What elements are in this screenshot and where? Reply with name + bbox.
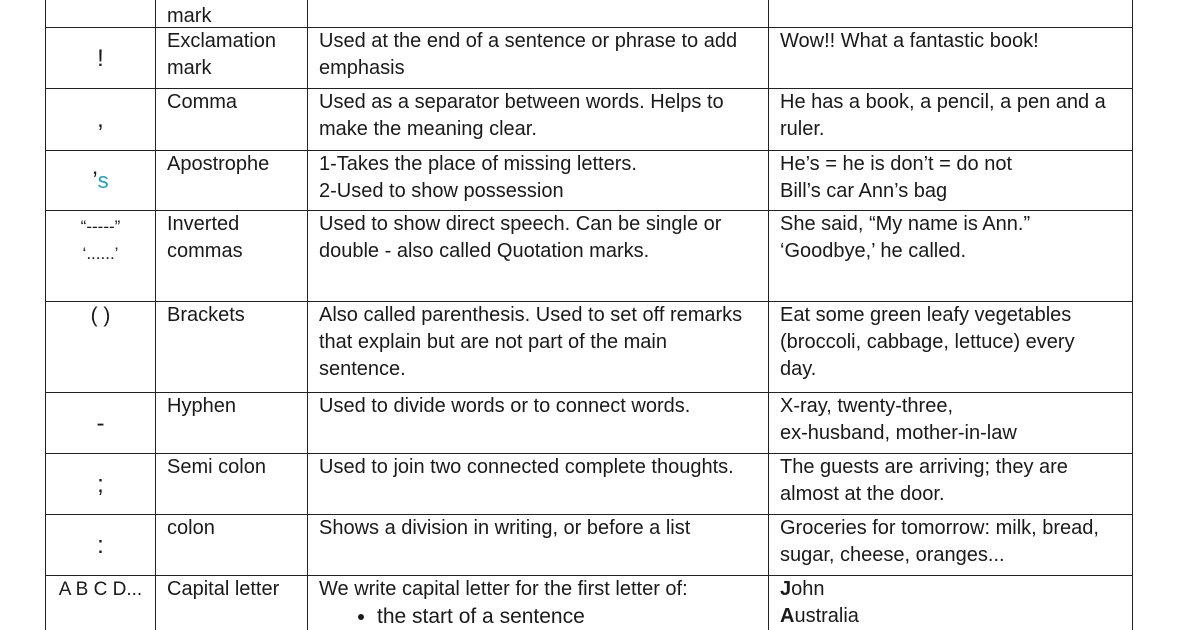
symbol-cell [46, 0, 156, 28]
symbol-cell [46, 151, 156, 211]
use-text: We write capital letter for the first letter of: [319, 578, 688, 600]
table-row [46, 151, 1133, 211]
use-cell: Shows a division in writing, or before a list [308, 515, 769, 576]
apostrophe-glyph: ’ [92, 167, 98, 194]
example-cell: Wow!! What a fantastic book! [769, 28, 1133, 89]
name-cell: Comma [156, 89, 308, 151]
name-cell: Brackets [156, 302, 308, 393]
use-cell: Used at the end of a sentence or phrase to add emphasis [308, 28, 769, 89]
example-cell: He’s = he is don’t = do not Bill’s car Ann’s bag [769, 151, 1133, 211]
symbol-cell: ; [46, 454, 156, 515]
example-rest: ohn [791, 578, 825, 600]
example-cell: He has a book, a pencil, a pen and a ruler. [769, 89, 1133, 151]
symbol-cell: ! [46, 28, 156, 89]
symbol-cell: - [46, 393, 156, 454]
punctuation-table [45, 0, 1133, 630]
example-rest: ustralia [794, 605, 859, 627]
table-row [46, 302, 1133, 393]
table-row [46, 576, 1133, 630]
use-cell: Used as a separator between words. Helps to make the meaning clear. [308, 89, 769, 151]
use-cell: Used to divide words or to connect words. [308, 393, 769, 454]
apostrophe-s-glyph: s [97, 168, 109, 193]
symbol-cell: , [46, 89, 156, 151]
example-initial: A [780, 605, 795, 627]
table-row [46, 211, 1133, 302]
table-row [46, 28, 1133, 89]
name-cell: Exclamation mark [156, 28, 308, 89]
symbol-cell: : [46, 515, 156, 576]
name-cell: Inverted commas [156, 211, 308, 302]
name-cell: mark [156, 0, 308, 28]
symbol-cell: “-----” ‘......’ [46, 211, 156, 302]
example-cell: She said, “My name is Ann.” ‘Goodbye,’ he called. [769, 211, 1133, 302]
example-initial: J [780, 578, 792, 600]
use-bullet-list [319, 603, 760, 630]
name-cell: Hyphen [156, 393, 308, 454]
example-cell [769, 576, 1133, 630]
table-row [46, 515, 1133, 576]
symbol-cell: ( ) [46, 302, 156, 393]
use-cell: Also called parenthesis. Used to set off remarks that explain but are not part of the main sentence. [308, 302, 769, 393]
use-cell: Used to join two connected complete thoughts. [308, 454, 769, 515]
table-row [46, 454, 1133, 515]
example-cell [769, 0, 1133, 28]
table-row [46, 89, 1133, 151]
table-row [46, 393, 1133, 454]
use-cell: Used to show direct speech. Can be single or double - also called Quotation marks. [308, 211, 769, 302]
symbol-cell: A B C D... [46, 576, 156, 630]
use-cell: 1-Takes the place of missing letters. 2-Used to show possession [308, 151, 769, 211]
example-cell: Eat some green leafy vegetables (broccoli, cabbage, lettuce) every day. [769, 302, 1133, 393]
name-cell: colon [156, 515, 308, 576]
name-cell: Capital letter [156, 576, 308, 630]
example-cell: X-ray, twenty-three, ex-husband, mother-in-law [769, 393, 1133, 454]
table-row [46, 0, 1133, 28]
example-cell: The guests are arriving; they are almost at the door. [769, 454, 1133, 515]
name-cell: Semi colon [156, 454, 308, 515]
list-item: • the start of a sentence [377, 603, 760, 630]
name-cell: Apostrophe [156, 151, 308, 211]
example-cell: Groceries for tomorrow: milk, bread, sugar, cheese, oranges... [769, 515, 1133, 576]
use-cell [308, 576, 769, 630]
use-cell [308, 0, 769, 28]
